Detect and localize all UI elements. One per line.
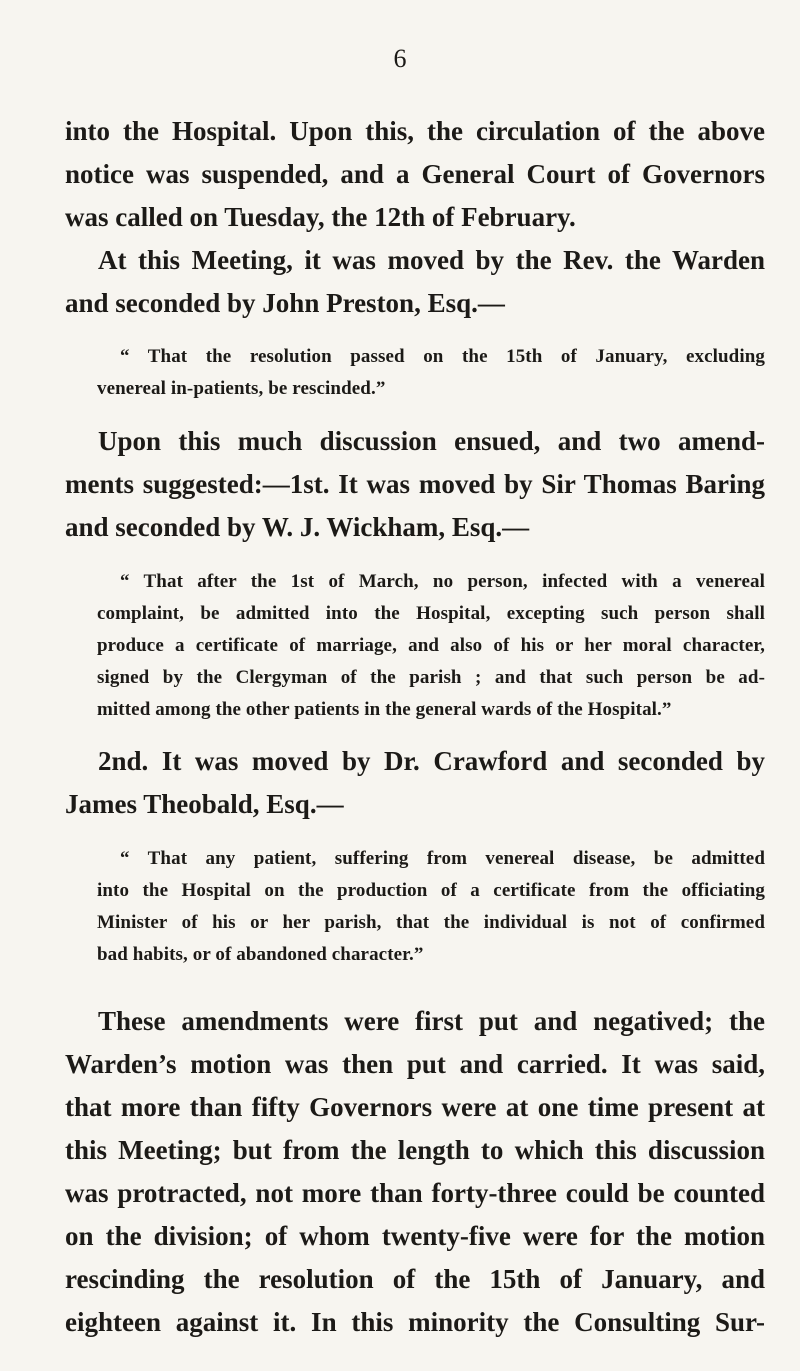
text-line: was called on Tuesday, the 12th of February. xyxy=(65,202,576,232)
quote-line: signed by the Clergyman of the parish ; and that such person be ad- xyxy=(97,667,765,688)
text-line: Warden’s motion was then put and carried. It was said, xyxy=(65,1049,765,1079)
text-line: this Meeting; but from the length to which this discussion xyxy=(65,1135,765,1165)
text-line: notice was suspended, and a General Court of Governors xyxy=(65,159,765,189)
quote-line: “ That the resolution passed on the 15th of January, excluding xyxy=(120,346,765,367)
quote-line: complaint, be admitted into the Hospital, excepting such person shall xyxy=(97,603,765,624)
text-line: At this Meeting, it was moved by the Rev. the Warden xyxy=(98,245,765,275)
quote-line: mitted among the other patients in the general wards of the Hospital.” xyxy=(97,699,672,720)
page-number: 6 xyxy=(393,44,407,73)
text-line: and seconded by W. J. Wickham, Esq.— xyxy=(65,512,530,542)
quote-line: “ That after the 1st of March, no person, infected with a venereal xyxy=(120,571,765,592)
quote-line: bad habits, or of abandoned character.” xyxy=(97,944,424,965)
text-line: was protracted, not more than forty-three could be counted xyxy=(65,1178,765,1208)
quote-line: “ That any patient, suffering from venereal disease, be admitted xyxy=(120,848,765,869)
text-line: and seconded by John Preston, Esq.— xyxy=(65,288,505,318)
text-line: on the division; of whom twenty-five were for the motion xyxy=(65,1221,765,1251)
text-line: into the Hospital. Upon this, the circulation of the above xyxy=(65,116,765,146)
text-line: eighteen against it. In this minority the Consulting Sur- xyxy=(65,1307,765,1337)
text-line: These amendments were first put and negatived; the xyxy=(98,1006,765,1036)
quote-line: venereal in-patients, be rescinded.” xyxy=(97,378,386,399)
text-line: James Theobald, Esq.— xyxy=(65,789,344,819)
text-line: ments suggested:—1st. It was moved by Sir Thomas Baring xyxy=(65,469,765,499)
quote-line: into the Hospital on the production of a certificate from the officiating xyxy=(97,880,765,901)
quote-line: Minister of his or her parish, that the individual is not of confirmed xyxy=(97,912,765,933)
quote-line: produce a certificate of marriage, and also of his or her moral character, xyxy=(97,635,765,656)
text-line: Upon this much discussion ensued, and two amend- xyxy=(98,426,765,456)
text-line: rescinding the resolution of the 15th of January, and xyxy=(65,1264,765,1294)
text-line: that more than fifty Governors were at one time present at xyxy=(65,1092,765,1122)
text-line: 2nd. It was moved by Dr. Crawford and seconded by xyxy=(98,746,765,776)
